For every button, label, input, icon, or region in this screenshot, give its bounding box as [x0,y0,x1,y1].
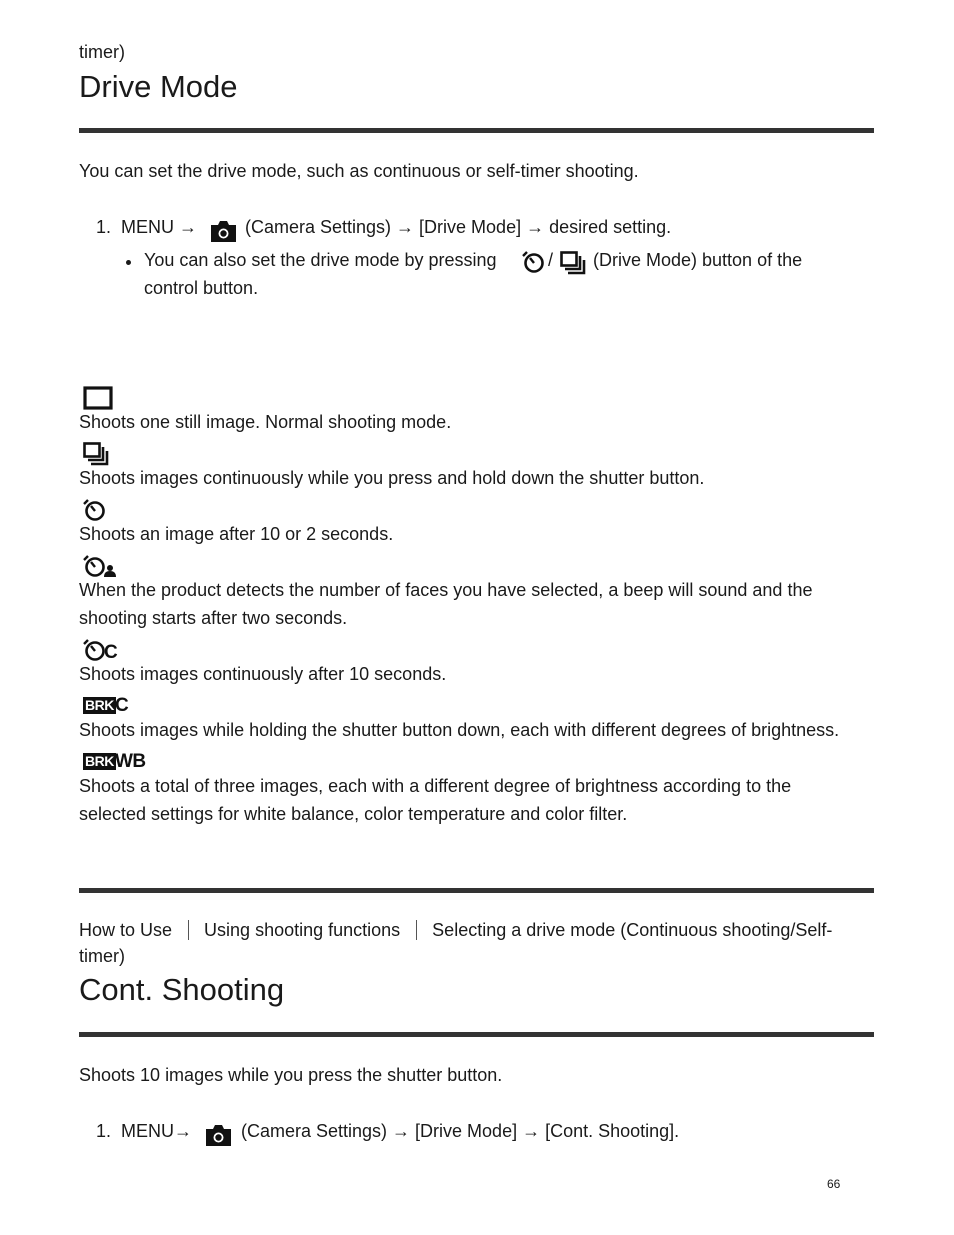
mode-description: Shoots an image after 10 or 2 seconds. [79,524,394,544]
page-title-drive-mode: Drive Mode [79,69,238,104]
continuous-shooting-icon [83,442,109,466]
page-number: 66 [827,1177,841,1191]
bullet-text-line2: control button. [144,278,259,298]
cont-letter: C [104,642,118,663]
camera-icon [204,1123,233,1147]
mode-description: Shoots a total of three images, each with a different degree of brightness according to the [79,776,792,796]
mode-description: Shoots images continuously while you press and hold down the shutter button. [79,468,705,488]
bullet-dot [126,260,131,265]
step-rest-text: (Camera Settings) → [Drive Mode] → desired setting. [245,217,672,237]
step-menu-text: MENU→ [121,1121,192,1141]
breadcrumb-how-to-use[interactable]: How to Use [79,920,173,940]
breadcrumb-separator [416,920,417,940]
continuous-shooting-icon [560,251,586,275]
breadcrumb-separator [188,920,189,940]
bracket-cont-icon [83,696,133,716]
brk-label: BRK [85,753,114,769]
self-timer-icon [83,498,107,522]
mode-description: Shoots images continuously after 10 seconds. [79,664,447,684]
breadcrumb [79,916,832,944]
brk-label: BRK [85,697,114,713]
page-title-cont-shooting: Cont. Shooting [79,972,285,1007]
bullet-slash: / [548,250,554,270]
title-rule [79,128,874,133]
intro-text: You can set the drive mode, such as continuous or self-timer shooting. [79,161,639,181]
previous-breadcrumb-fragment: timer) [79,42,125,62]
step-number: 1. [96,1121,112,1141]
mode-description-line2: shooting starts after two seconds. [79,608,348,628]
single-shooting-icon [83,386,113,410]
breadcrumb-shooting-functions[interactable]: Using shooting functions [204,920,401,940]
wb-bracket-icon [83,752,145,772]
self-timer-portrait-icon [83,554,117,578]
mode-description: Shoots one still image. Normal shooting mode. [79,412,452,432]
section-divider [79,888,874,893]
brk-suffix: C [115,695,129,716]
bullet-text-start: You can also set the drive mode by pressing [144,250,497,270]
self-timer-icon [522,250,546,274]
intro-text: Shoots 10 images while you press the shutter button. [79,1065,503,1085]
title-rule [79,1032,874,1037]
step-menu-text: MENU → [121,217,197,237]
step-number: 1. [96,217,112,237]
breadcrumb-drive-mode-selection[interactable]: Selecting a drive mode (Continuous shooting/Self- [432,920,833,940]
mode-description: Shoots images while holding the shutter button down, each with different degrees of brightness. [79,720,840,740]
step-rest-text: (Camera Settings) → [Drive Mode] → [Cont. Shooting]. [241,1121,680,1141]
breadcrumb-continuation[interactable]: timer) [79,946,125,966]
mode-description-line2: selected settings for white balance, color temperature and color filter. [79,804,628,824]
wb-suffix: WB [115,751,146,772]
camera-icon [209,219,238,243]
mode-description: When the product detects the number of faces you have selected, a beep will sound and the [79,580,813,600]
bullet-text-end: (Drive Mode) button of the [593,250,803,270]
